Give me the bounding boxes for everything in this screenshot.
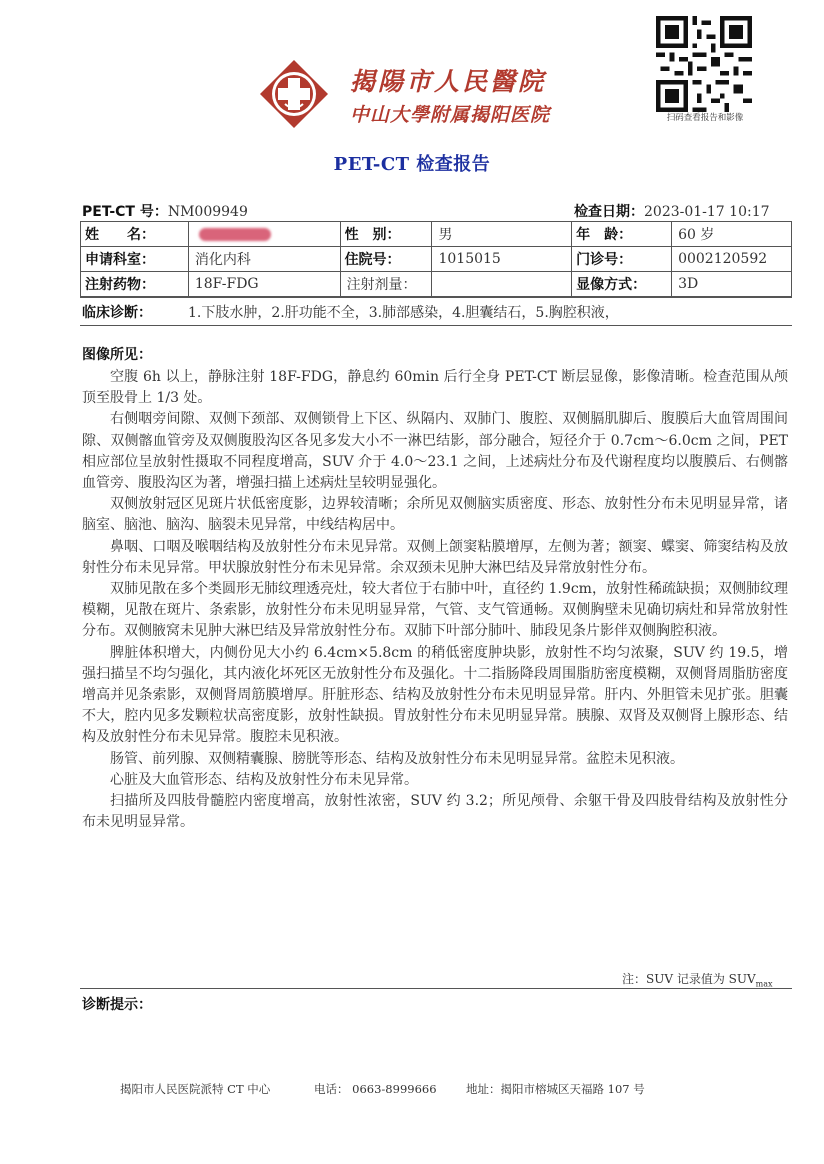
clinical-diagnosis-value: 1.下肢水肿，2.肝功能不全，3.肺部感染，4.胆囊结石，5.胸腔积液， xyxy=(188,305,619,321)
hospital-logo xyxy=(258,58,330,130)
footer-address: 地址：揭阳市榕城区天福路 107 号 xyxy=(466,1082,645,1096)
findings-paragraph: 肠管、前列腺、双侧精囊腺、膀胱等形态、结构及放射性分布未见明显异常。盆腔未见积液。 xyxy=(110,750,684,767)
clinical-diagnosis xyxy=(80,297,792,326)
dose-label: 注射剂量： xyxy=(340,272,432,297)
findings-paragraph: 脾脏体积增大，内侧份见大小约 6.4cm×5.8cm 的稍低密度肿块影，放射性不均匀浓聚，SUV 约 19.5，增强扫描呈不均匀强化，其内液化坏死区无放射性分布及强化。十二指肠降段周围脂肪密度模糊，双侧肾周脂肪密度增高并见条索影，双侧肾周筋膜增厚。肝脏形态、结构及放射性分布未见明显异常。肝内、外胆管未见扩张。胆囊不大，腔内见多发颗粒状高密度影，放射性缺损。胃放射性分布未见明显异常。胰腺、双肾及双侧肾上腺形态、结构及放射性分布未见异常。腹腔未见积液。 xyxy=(82,644,788,746)
drug-label: 注射药物： xyxy=(81,272,189,297)
age-value: 60 岁 xyxy=(672,222,792,247)
qr-caption: 扫码查看报告和影像 xyxy=(666,113,744,123)
pet-ct-number-value: NM009949 xyxy=(167,204,248,220)
gender-value: 男 xyxy=(432,222,572,247)
inpatient-value: 1015015 xyxy=(432,247,572,272)
gender-label: 性 别： xyxy=(340,222,432,247)
name-label: 姓 名： xyxy=(81,222,189,247)
dose-value xyxy=(432,272,572,297)
hospital-affiliation: 中山大學附属揭阳医院 xyxy=(350,104,551,126)
patient-info-table xyxy=(80,221,792,297)
exam-date xyxy=(574,201,770,221)
suv-note xyxy=(622,970,773,988)
age-label: 年 龄： xyxy=(572,222,672,247)
suv-note-subscript: max xyxy=(755,979,773,989)
findings-title: 图像所见： xyxy=(82,347,152,363)
hospital-header xyxy=(258,56,558,132)
exam-date-label: 检查日期： xyxy=(574,204,644,220)
suv-note-text: 注：SUV 记录值为 SUV xyxy=(622,972,756,986)
divider xyxy=(80,988,792,989)
pet-ct-number xyxy=(82,201,248,221)
exam-date-value: 2023-01-17 10:17 xyxy=(644,204,770,220)
name-value xyxy=(188,222,340,247)
redacted-name xyxy=(199,228,271,241)
findings-paragraph: 空腹 6h 以上，静脉注射 18F-FDG，静息约 60min 后行全身 PET-CT 断层显像，影像清晰。检查范围从颅顶至股骨上 1/3 处。 xyxy=(82,369,788,407)
inpatient-label: 住院号： xyxy=(340,247,432,272)
imaging-value: 3D xyxy=(672,272,792,297)
findings-paragraph: 双肺见散在多个类圆形无肺纹理透亮灶，较大者位于右肺中叶，直径约 1.9cm，放射性稀疏缺损；双侧肺纹理模糊，见散在斑片、条索影，放射性分布未见明显异常，气管、支气管通畅。双侧胸壁未见确切病灶和异常放射性分布。双侧腋窝未见肿大淋巴结及异常放射性分布。双肺下叶部分肺叶、肺段见条片影伴双侧胸腔积液。 xyxy=(82,581,788,640)
drug-value: 18F-FDG xyxy=(188,272,340,297)
findings-body xyxy=(82,367,788,833)
findings-paragraph: 双侧放射冠区见斑片状低密度影，边界较清晰；余所见双侧脑实质密度、形态、放射性分布未见明显异常，诸脑室、脑池、脑沟、脑裂未见异常，中线结构居中。 xyxy=(82,496,788,534)
findings-paragraph: 右侧咽旁间隙、双侧下颈部、双侧锁骨上下区、纵隔内、双肺门、腹腔、双侧膈肌脚后、腹膜后大血管周围间隙、双侧髂血管旁及双侧腹股沟区各见多发大小不一淋巴结影，部分融合，短径介于 0.7cm～6.0cm 之间，PET 相应部位呈放射性摄取不同程度增高，SUV 介于 4.0～23.1 之间，上述病灶分布及代谢程度均以腹膜后、右侧髂血管旁、腹股沟区为著，增强扫描上述病灶呈较明显强化。 xyxy=(82,411,788,492)
report-title: PET-CT 检查报告 xyxy=(333,154,491,175)
dept-label: 申请科室： xyxy=(81,247,189,272)
diagnosis-title: 诊断提示： xyxy=(82,997,152,1013)
outpatient-label: 门诊号： xyxy=(572,247,672,272)
dept-value: 消化内科 xyxy=(188,247,340,272)
findings-paragraph: 扫描所及四肢骨髓腔内密度增高，放射性浓密，SUV 约 3.2；所见颅骨、余躯干骨及四肢骨结构及放射性分布未见明显异常。 xyxy=(82,793,788,831)
footer-phone: 电话： 0663-8999666 xyxy=(314,1082,437,1096)
clinical-diagnosis-label: 临床诊断： xyxy=(82,305,152,321)
outpatient-value: 0002120592 xyxy=(672,247,792,272)
table-row xyxy=(81,222,792,247)
footer-center-name: 揭阳市人民医院派特 CT 中心 xyxy=(120,1082,271,1096)
hospital-name: 揭陽市人民醫院 xyxy=(350,67,547,96)
table-row xyxy=(81,247,792,272)
table-row xyxy=(81,272,792,297)
qr-code-icon[interactable] xyxy=(656,16,752,112)
findings-paragraph: 鼻咽、口咽及喉咽结构及放射性分布未见异常。双侧上颌窦粘膜增厚，左侧为著；额窦、蝶窦、筛窦结构及放射性分布未见异常。甲状腺放射性分布未见异常。余双颈未见肿大淋巴结及异常放射性分布。 xyxy=(82,538,788,576)
pet-ct-number-label: PET-CT 号： xyxy=(82,204,168,220)
findings-paragraph: 心脏及大血管形态、结构及放射性分布未见异常。 xyxy=(110,771,418,788)
imaging-label: 显像方式： xyxy=(572,272,672,297)
